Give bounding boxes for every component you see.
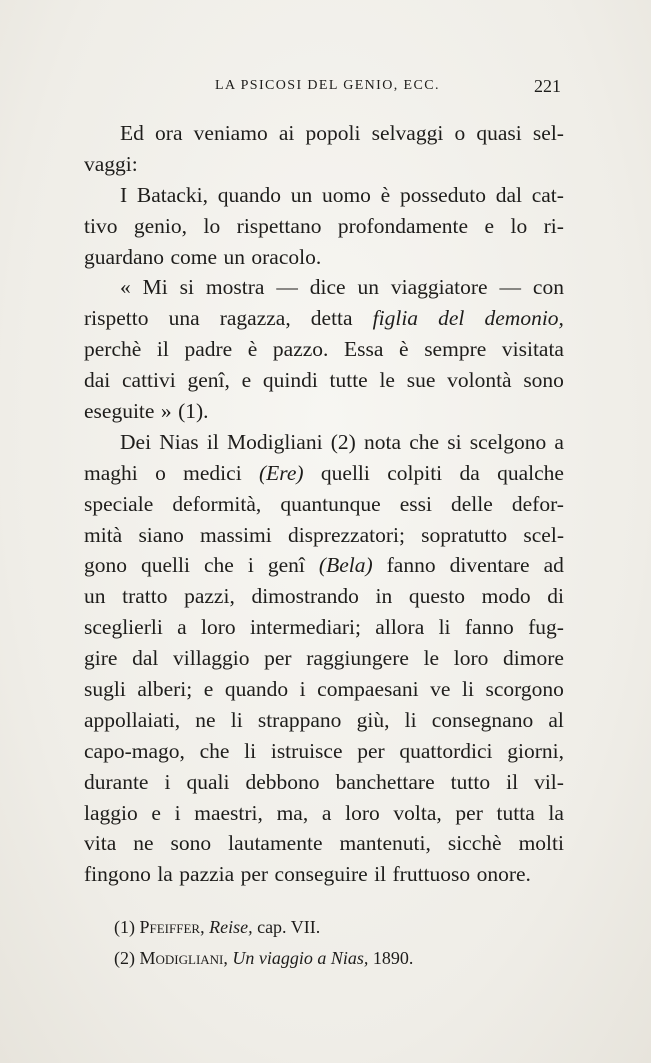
text-line: capo-mago, che li istruisce per quattordici giorni, bbox=[84, 738, 564, 763]
text-line: maghi o medici (Ere) quelli colpiti da qualche bbox=[84, 460, 564, 485]
text-line: Ed ora veniamo ai popoli selvaggi o quasi sel- bbox=[120, 121, 564, 145]
text-line: vaggi: bbox=[84, 151, 138, 176]
text-line: gono quelli che i genî (Bela) fanno diventare ad bbox=[84, 553, 564, 578]
footnote: (2) Modigliani, Un viaggio a Nias, 1890. bbox=[114, 948, 414, 968]
footnote-author: Pfeiffer, bbox=[139, 917, 205, 937]
text-line: vita ne sono lautamente mantenuti, sicchè molti bbox=[84, 831, 564, 856]
running-head: LA PSICOSI DEL GENIO, ECC. bbox=[215, 78, 440, 93]
text-line: gire dal villaggio per raggiungere le loro dimore bbox=[84, 646, 564, 671]
text-line: eseguite » (1). bbox=[84, 399, 209, 424]
footnote-author: Modigliani, bbox=[139, 948, 228, 968]
text-line: laggio e i maestri, ma, a loro volta, per tutta la bbox=[84, 800, 564, 825]
footnote: (1) Pfeiffer, Reise, cap. VII. bbox=[114, 917, 321, 937]
text-line: speciale deformità, quantunque essi delle defor- bbox=[84, 491, 564, 516]
text-line: dai cattivi genî, e quindi tutte le sue volontà sono bbox=[84, 368, 564, 393]
text-line: rispetto una ragazza, detta figlia del demonio, bbox=[84, 306, 564, 331]
text-line: tivo genio, lo rispettano profondamente e lo ri- bbox=[84, 213, 564, 238]
footnote-work: Un viaggio a Nias, bbox=[232, 948, 369, 968]
body-text bbox=[84, 118, 564, 890]
text-line: fingono la pazzia per conseguire il fruttuoso onore. bbox=[84, 862, 531, 887]
text-line: Dei Nias il Modigliani (2) nota che si scelgono a bbox=[120, 429, 564, 454]
text-line: « Mi si mostra — dice un viaggiatore — con bbox=[120, 275, 564, 300]
text-line: I Batacki, quando un uomo è posseduto dal cat- bbox=[120, 182, 564, 207]
text-line: appollaiati, ne li strappano giù, li consegnano al bbox=[84, 707, 564, 732]
text-line: sugli alberi; e quando i compaesani ve li scorgono bbox=[84, 677, 564, 702]
text-line: perchè il padre è pazzo. Essa è sempre visitata bbox=[84, 337, 564, 362]
text-line: guardano come un oracolo. bbox=[84, 244, 322, 269]
text-line: un tratto pazzi, dimostrando in questo modo di bbox=[84, 584, 564, 609]
page-header bbox=[0, 76, 651, 100]
footnote-work: Reise, bbox=[209, 917, 253, 937]
text-line: durante i quali debbono banchettare tutto il vil- bbox=[84, 769, 564, 794]
text-line: sceglierli a loro intermediari; allora li fanno fug- bbox=[84, 615, 564, 640]
footnotes bbox=[114, 912, 564, 974]
text-line: mità siano massimi disprezzatori; sopratutto scel- bbox=[84, 522, 564, 547]
page-number: 221 bbox=[534, 76, 561, 96]
